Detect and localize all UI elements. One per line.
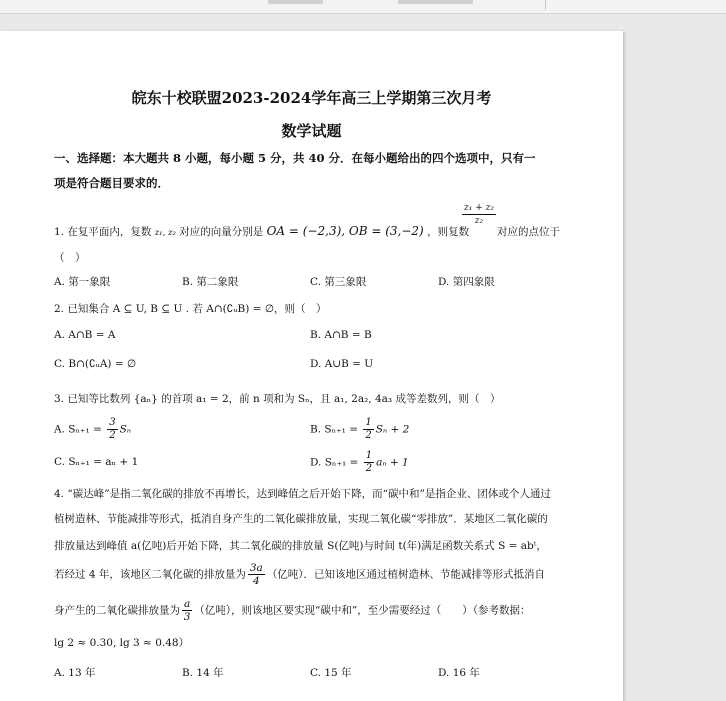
q1-text-c: ，则复数 — [427, 226, 470, 238]
q4-line4 — [54, 562, 545, 587]
q2-option-d: D. A∪B = U — [310, 358, 374, 370]
q4-line5 — [54, 598, 531, 623]
q1-text-a: 1. 在复平面内，复数 — [54, 226, 152, 238]
toolbar-divider — [545, 0, 546, 10]
q1-option-a: A. 第一象限 — [54, 276, 111, 288]
q4-line5-b: （亿吨），则该地区要实现“碳中和”，至少需要经过（ ）（参考数据： — [194, 604, 531, 617]
q4-line5-numerator: a — [184, 598, 191, 610]
q1-fraction-numerator: z₁ + z₂ — [464, 203, 494, 213]
q1-option-c: C. 第三象限 — [310, 276, 367, 288]
q1-option-d: D. 第四象限 — [438, 276, 495, 288]
q4-line6: lg 2 ≈ 0.30, lg 3 ≈ 0.48） — [54, 637, 190, 649]
q2-option-c: C. B∩(∁ᵤA) = ∅ — [54, 358, 137, 370]
document-subtitle: 数学试题 — [281, 122, 342, 140]
q3-option-d-tail: aₙ + 1 — [376, 456, 409, 469]
q4-line4-b: （亿吨）．已知该地区通过植树造林、节能减排等形式抵消自 — [266, 568, 546, 581]
q1-vars: z₁, z₂ — [154, 228, 176, 238]
q3-option-b — [310, 417, 409, 442]
q4-line4-denominator: 4 — [252, 575, 260, 587]
q4-line2: 植树造林、节能减排等形式，抵消自身产生的二氧化碳排放量，实现二氧化碳“零排放”．某地区二氧化碳的 — [54, 513, 548, 525]
q4-option-d: D. 16 年 — [438, 667, 480, 679]
q3-stem: 3. 已知等比数列 {aₙ} 的首项 a₁ = 2，前 n 项和为 Sₙ，且 a₁, 2a₂, 4a₃ 成等差数列，则（ ） — [54, 393, 501, 405]
viewer-toolbar — [0, 0, 726, 14]
q1-stem — [54, 224, 469, 239]
q1-text-b: 对应的向量分别是 — [179, 226, 264, 238]
q3-option-b-denominator: 2 — [365, 430, 372, 441]
q3-option-b-tail: Sₙ + 2 — [375, 423, 410, 436]
q4-option-b: B. 14 年 — [182, 667, 224, 679]
q3-option-a-numerator: 3 — [109, 417, 116, 428]
q1-option-b: B. 第二象限 — [182, 276, 239, 288]
section-instructions-line1: 一、选择题：本大题共 8 小题，每小题 5 分，共 40 分．在每小题给出的四个选项中，只有一 — [54, 151, 536, 165]
q3-option-d-label: D. Sₙ₊₁ = — [310, 456, 362, 469]
toolbar-tab[interactable] — [268, 0, 323, 4]
q4-line1: 4. “碳达峰”是指二氧化碳的排放不再增长，达到峰值之后开始下降，而“碳中和”是指企业、团体或个人通过 — [54, 488, 551, 500]
q2-stem: 2. 已知集合 A ⊆ U, B ⊆ U . 若 A∩(∁ᵤB) = ∅，则（ ） — [54, 303, 327, 315]
q1-blank: （ ） — [54, 252, 86, 264]
q3-option-d-denominator: 2 — [365, 463, 373, 474]
q3-option-c: C. Sₙ₊₁ = aₙ + 1 — [54, 456, 139, 468]
q3-option-a — [54, 417, 131, 442]
section-instructions-line2: 项是符合题目要求的． — [54, 176, 169, 190]
toolbar-tab[interactable] — [398, 0, 473, 4]
q3-option-a-label: A. Sₙ₊₁ = — [54, 423, 106, 436]
q4-line4-numerator: 3a — [249, 562, 263, 574]
q1-vectors: OA = (−2,3), OB = (3,−2) — [266, 224, 424, 238]
q3-option-a-tail: Sₙ — [119, 423, 132, 436]
q3-option-b-numerator: 1 — [365, 417, 372, 428]
q2-option-b: B. A∩B = B — [310, 329, 372, 341]
q3-option-d — [310, 450, 409, 475]
q2-option-a: A. A∩B = A — [54, 329, 116, 341]
q4-option-c: C. 15 年 — [310, 667, 352, 679]
q3-option-b-label: B. Sₙ₊₁ = — [310, 423, 362, 436]
q4-line4-a: 若经过 4 年，该地区二氧化碳的排放量为 — [54, 568, 246, 581]
q3-option-a-denominator: 2 — [109, 430, 116, 441]
q1-text-d: 对应的点位于 — [497, 226, 560, 238]
q4-line5-a: 身产生的二氧化碳排放量为 — [54, 604, 180, 617]
document-title: 皖东十校联盟2023-2024学年高三上学期第三次月考 — [131, 89, 492, 107]
q1-fraction-denominator: z₂ — [474, 216, 484, 226]
q3-option-d-numerator: 1 — [365, 450, 373, 461]
q4-line5-denominator: 3 — [183, 611, 191, 623]
q4-option-a: A. 13 年 — [54, 667, 96, 679]
document-page — [0, 31, 623, 701]
q4-line3: 排放量达到峰值 a(亿吨)后开始下降，其二氧化碳的排放量 S(亿吨)与时间 t(年)满足函数关系式 S = abᵗ， — [54, 540, 547, 552]
